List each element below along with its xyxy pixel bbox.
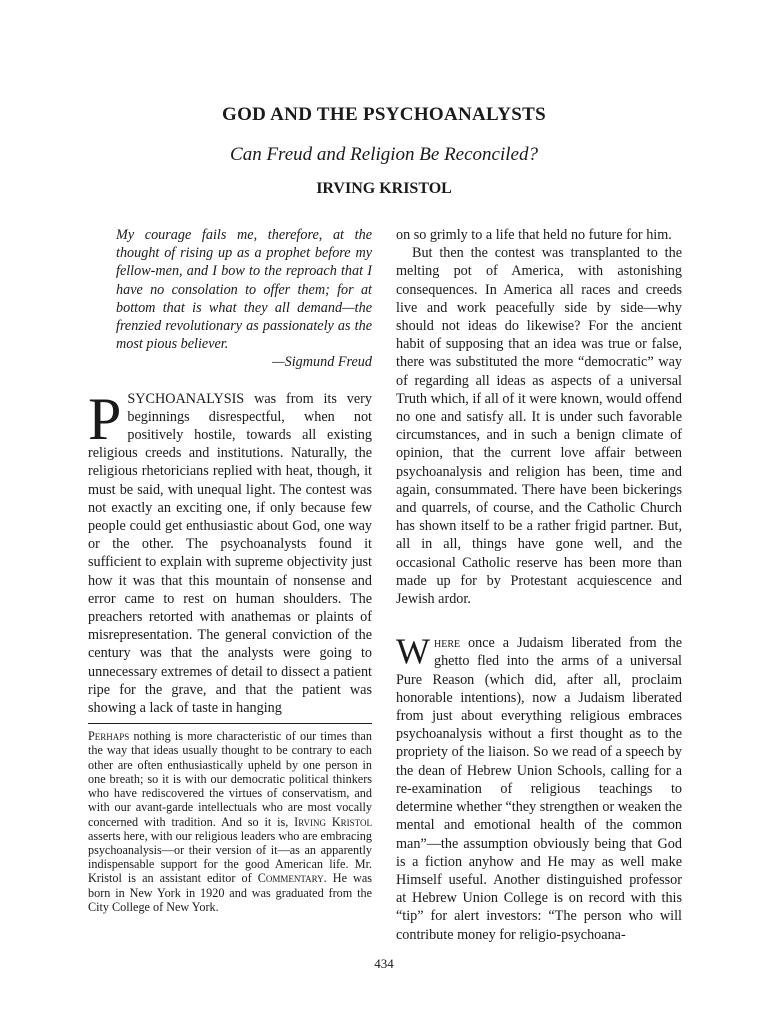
epigraph <box>116 226 372 372</box>
article-subtitle: Can Freud and Religion Be Reconciled? <box>230 144 538 165</box>
lead-caps: here <box>433 635 461 652</box>
drop-cap: W <box>396 631 430 672</box>
author-name: Irving Kristol <box>294 814 372 829</box>
magazine-name: Commentary <box>257 871 324 886</box>
footnote-text: nothing is more characteristic of our times than the way that ideas usually thought to be contrary to each other are often enthusiastically upheld by one person in one breath; so it is with our democratic political thinkers who have rediscovered the virtues of conservatism, and with our avant-garde intellectuals who are most vocally concerned with tradition. And so it is, <box>88 729 372 829</box>
lead-caps: SYCHOANALYSIS <box>127 390 245 407</box>
footnote-text: . He was born in New York in 1920 and was graduated from the City College of New York. <box>88 871 372 914</box>
right-column <box>396 226 682 944</box>
page-number: 434 <box>374 956 394 971</box>
epigraph-attribution: —Sigmund Freud <box>272 354 372 371</box>
body-paragraph <box>88 385 372 718</box>
section-break <box>396 608 682 634</box>
drop-cap: P <box>88 385 122 452</box>
footnote-divider <box>88 723 372 724</box>
left-column <box>88 226 372 914</box>
footnote <box>88 729 372 914</box>
article-author: IRVING KRISTOL <box>316 180 452 197</box>
body-paragraph <box>396 631 682 943</box>
paragraph-text: once a Judaism liberated from the ghetto fled into the arms of a universal Pure Reason (which did, after all, proclaim honorable intentions), now a Judaism liberated from just about everything religious embraces psychoanalysis without a first thought as to the propriety of the liaison. So we read of a speech by the dean of Hebrew Union Schools, calling for a re-examination of religious teachings to determine whether “they strengthen or weaken the mental and emotional health of the common man”—the assumption obviously being that God is a fiction anyhow and He may as well make Himself useful. Another distinguished professor at Hebrew Union College is on record with this “tip” for alert investors: “The person who will contribute money for religio-psychoana- <box>396 635 682 943</box>
body-paragraph: on so grimly to a life that held no future for him. <box>396 227 672 243</box>
epigraph-text: My courage fails me, therefore, at the thought of rising up as a prophet before my fellow-men, and I bow to the reproach that I have no consolation to offer them; for at bottom that is what they all demand—the frenzied revolutionary as passionately as the most pious believer. <box>116 227 372 353</box>
footnote-text: asserts here, with our religious leaders who are embracing psychoanalysis—or their version of it—as an apparently indispensable support for the good American life. Mr. Kristol is an assistant editor of <box>88 828 372 886</box>
paragraph-text: was from its very beginnings disrespectful, when not positively hostile, towards all existing religious creeds and institutions. Naturally, the religious rhetoricians replied with heat, though, it must be said, with unequal light. The contest was not exactly an exciting one, if only because few people could get enthusiastic about God, one way or the other. The psychoanalysts found it sufficient to explain with supreme objectivity just how it was that this mountain of nonsense and error came to rest on human shoulders. The preachers retorted with anathemas or plaints of misrepresentation. The general conviction of the century was that the analysts were going to unnecessary extremes of detail to dissect a patient ripe for the grave, and that the patient was showing a lack of taste in hanging <box>88 390 372 717</box>
body-paragraph: But then the contest was transplanted to the melting pot of America, with astonishing consequences. In America all races and creeds live and work peacefully side by side—why should not ideas do likewise? For the ancient habit of supposing that an idea was true or false, there was substituted the more “democratic” way of regarding all ideas as aspects of a universal Truth which, if all of it were known, would offend no one and satisfy all. It is under such favorable circumstances, and in such a benign climate of opinion, that the current love affair between psychoanalysis and religion has been, time and again, consummated. There have been bickerings and quarrels, of course, and the Catholic Church has shown itself to be a rather frigid partner. But, all in all, things have gone well, and the occasional Catholic reserve has been more than made up for by Protestant acquiescence and Jewish ardor. <box>396 245 682 608</box>
footnote-lead: Perhaps <box>88 729 130 744</box>
article-title: GOD AND THE PSYCHOANALYSTS <box>221 104 547 125</box>
